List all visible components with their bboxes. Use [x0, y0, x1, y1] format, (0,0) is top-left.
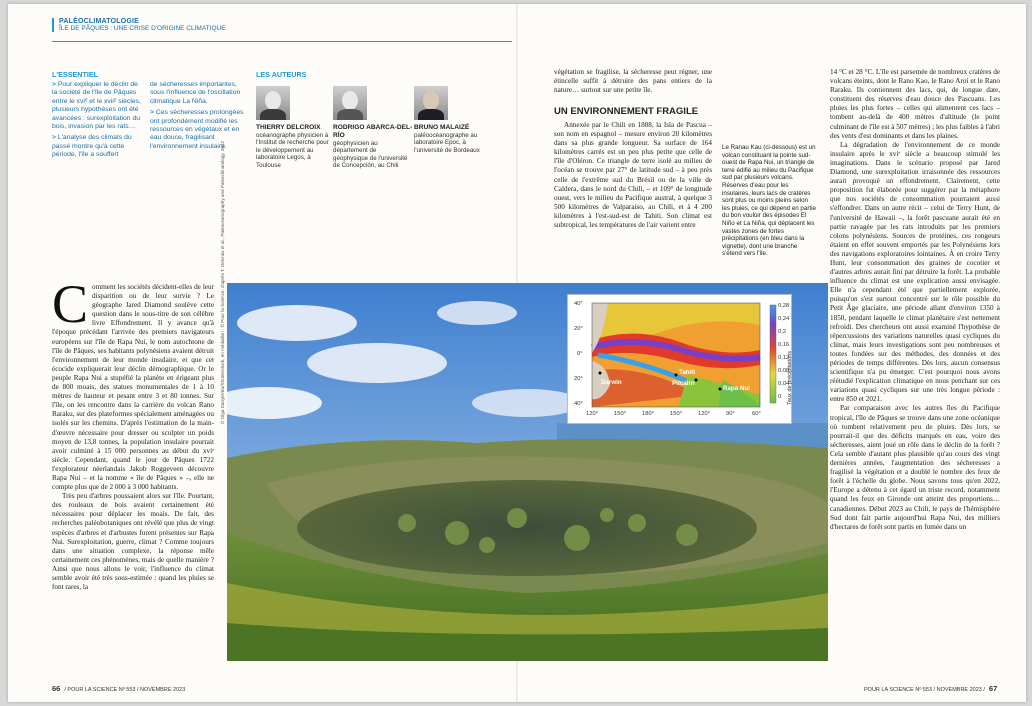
essentiel-item: > Pour expliquer le déclin de la société de l'île de Pâques entre le xviᵉ et le xviiᵉ siècles, plusieurs hypothèses ont été avancées : surexploitation du bois, invasion par les rats…: [52, 81, 141, 131]
magazine-spread: [8, 4, 1026, 702]
author-photo: [414, 86, 448, 120]
precipitation-map-inset: [567, 294, 792, 424]
lat-tick: 40°: [574, 401, 583, 407]
author-card: [256, 86, 334, 169]
map-label-tahiti: Tahiti: [679, 369, 696, 376]
folio-right: POUR LA SCIENCE Nº 553 / NOVEMBRE 2023 / 67: [864, 684, 998, 693]
map-label-darwin: Darwin: [601, 379, 622, 386]
essentiel-item: > Ces sécheresses prolongées ont profondément modifié les ressources en végétaux et en eau douce, fragilisant l'environnement insulaire.: [150, 109, 244, 150]
drop-cap: C: [52, 274, 89, 334]
lat-tick: 20°: [574, 376, 583, 382]
essentiel-item: > L'analyse des climats du passé montre qu'à cette période, l'île a souffert: [52, 134, 132, 159]
lon-tick: 180°: [642, 411, 654, 417]
colorbar-label: Taux de précipitations: [787, 350, 793, 405]
lon-tick: 150°: [614, 411, 626, 417]
colorbar-tick: 0,2: [778, 329, 787, 335]
author-card: [333, 86, 413, 170]
authors-title: LES AUTEURS: [256, 70, 307, 79]
text-column-main: Comment les sociétés décident-elles de leur disparition ou de leur survie ? Le géographe Jared Diamond soulève cette question dans le sous-titre de son célèbre livre Effondrement. Il y avance qu'à l'époque précédant l'arrivée des premiers navigateurs européens sur l'île de Rapa Nui, le nom autochtone de l'île de Pâques, ses habitants polynésiens avaient détruit l'environnement de leur monde insulaire, et que cet écocide expliquerait leur déclin démographique. Or le peuple Rapa Nui a stupéfié la planète en érigeant plus de 800 moais, des statues monumentales de 1 à 10 mètres de hauteur et pesant entre 3 et 80 tonnes. Sur l'île, on les rencontre dans la carrière du volcan Rano Raraku, sur des plateformes spécialement aménagées ou isolés sur les chemins. D'après l'estimation de la main-d'œuvre nécessaire pour dresser ou sculpter un poids moyen de 13,8 tonnes, la population insulaire pourrait avoir culminé à 15 000 personnes au début du xviᵉ siècle. Cependant, quand le jour de Pâques 1722 l'explorateur néerlandais Jakob Roggeveen découvre Rapa Nui – et la nomme « île de Pâques » –, elle ne compte plus que de 2 000 à 3 000 habitants. Très peu d'arbres poussaient alors sur l'île. Pourtant, des rouleaux de bois avaient certainement été nécessaires pour déplacer les moais. De fait, des recherches paléobotaniques ont révélé que plus de vingt espèces d'arbres et d'arbustes furent présentes sur Rapa Nui. Surexploitation, guerre, climat ? Comme toujours dans une situation complexe, la réponse mêle certainement ces phénomènes, mais de quelle manière ? Ainsi que nous allons le voir, l'influence du climat semble avoir été très sous-estimée : quand les pluies se font rares, la: [52, 274, 214, 592]
author-name: THIERRY DELCROIX: [256, 124, 321, 131]
author-role: paléoocéanographe au laboratoire Epoc, à l'université de Bordeaux: [414, 132, 480, 154]
lat-tick: 20°: [574, 326, 583, 332]
page-number: 67: [988, 684, 998, 693]
photo-caption: Le Ranau Kau (ci-dessous) est un volcan constituant la pointe sud-ouest de Rapa Nui, un triangle de terre édifié au milieu du Pacifique sud par plusieurs volcans. Réserves d'eau pour les insulaires, leurs lacs de cratères sont plus ou moins pleins selon les pluies, ce qui dépend en partie du bon vouloir des épisodes El Niño et La Niña, qui déplacent les vastes zones de fortes précipitations (en bleu dans la vignette), dont une branche s'étend vers l'île.: [722, 144, 816, 258]
text-column-section: Annexée par le Chili en 1888, la Isla de Pascua – son nom en espagnol – mesure environ 20 kilomètres dans sa plus grande longueur. Sa surface de 164 kilomètres carrés est un peu plus petite que celle de l'île d'Oléron. Ce triangle de terre isolé au milieu de l'océan se trouve par 27° de latitude sud – à peu près celle de l'extrême sud du Brésil ou de la ville de Caldera, dans le nord du Chili, – et 109° de longitude ouest, vers le milieu du Pacifique austral, à quelque 3 500 kilomètres de Valparaiso, au Chili, et à 4 200 kilomètres à l'est-sud-est de Tahiti. Son climat est subtropical, les températures de l'air varient entre: [554, 121, 712, 230]
lat-tick: 40°: [574, 301, 583, 307]
author-card: [414, 86, 494, 154]
rubric: [52, 18, 226, 32]
lat-tick: 0°: [577, 351, 583, 357]
rubric-title: PALÉOCLIMATOLOGIE: [59, 18, 140, 25]
page-number: 66: [52, 684, 61, 693]
colorbar-tick: 0,04: [778, 381, 790, 387]
author-role: géophysicien au département de géophysique de l'université de Concepción, au Chili: [333, 140, 408, 170]
lon-tick: 150°: [670, 411, 682, 417]
author-role: océanographe physicien à l'Institut de recherche pour le développement au laboratoire Legos, à Toulouse: [256, 132, 329, 169]
precipitation-map: [568, 295, 793, 425]
lon-tick: 120°: [698, 411, 710, 417]
header-rule-left: [52, 41, 512, 42]
map-label-rapa-nui: Rapa Nui: [723, 385, 750, 392]
colorbar-tick: 0,16: [778, 342, 790, 348]
rubric-subtitle: ÎLE DE PÂQUES : UNE CRISE D'ORIGINE CLIMATIQUE: [59, 25, 226, 32]
photo-credit: © Olga Danylenko/Shutterstock, en médaillon : © Pour la Science, d'après T. Delcroix et al., Paleoceanography and Paleoclimatology, 2022: [220, 140, 225, 424]
essentiel-col-1: [52, 81, 144, 163]
essentiel-item: de sécheresses importantes, sous l'influence de l'oscillation climatique La Niña.: [150, 81, 241, 105]
colorbar-tick: 0: [778, 394, 782, 400]
lon-tick: 90°: [726, 411, 735, 417]
text-column-right: 14 °C et 28 °C. L'île est parsemée de nombreux cratères de volcans éteints, dont le Rano Kao, le Rano Aroi et le Rano Raraku. Ils contiennent des lacs, qui, de longue date, constituent des réserves d'eau douce des Pascuans. Les pluies les plus fortes – celles qui alimentent ces lacs – tombent au-delà de 400 mètres d'altitude (le point culminant de l'île est à 507 mètres) ; les plus faibles à l'abri des vents d'est dominants et dans les plaines. La dégradation de l'environnement de ce monde insulaire après le xviᵉ siècle a beaucoup stimulé les imaginations. Dans le scénario proposé par Jared Diamond, une surexploitation irraisonnée des ressources aurait provoqué un effondrement. Clairement, cette proposition fut élaborée pour suggérer par la métaphore que nos sociétés de consommation pourraient aussi s'effondrer. Dans un autre récit – celui de Terry Hunt, de l'université de Hawaii –, la forêt pascuane aurait été en partie ravagée par les rats introduits par les premiers colons polynésiens. Sources de protéines, ces rongeurs étaient en effet souvent emportés par les Polynésiens lors des navigations exploratoires lointaines. À en croire Terry Hunt, leur consommation des graines de cocotier et d'autres arbres aurait fini par détruire la forêt. La probable influence du climat est une explication aussi envisagée. Elle n'a cependant été que partiellement explorée, puisqu'on s'est surtout concentré sur le rôle possible du Petit Âge glaciaire, une période allant d'environ 1350 à 1850, pendant laquelle le climat planétaire s'est nettement refroidi. Des chercheurs ont aussi examiné l'hypothèse de répercussions des variations naturelles quasi cycliques du climat, mais leurs investigations sont peu nombreuses et toutes fondées sur des méthodes, des données et des périodes de temps différentes. Dès lors, aucun consensus scientifique n'a pu émerger. C'est pourquoi nous avons réétudié l'explication climatique en nous penchant sur ces variations quasi cycliques sur une très longue période : entre 850 et 2021. Par comparaison avec les autres îles du Pacifique tropical, l'île de Pâques se trouve dans une zone océanique où tombent relativement peu de pluies. Dès lors, se pourrait-il que des déficits marqués en eau, voire des sécheresses, aient joué un rôle dans le déclin de la forêt ? Cela semble d'autant plus plausible qu'au cours des vingt dernières années, l'augmentation des sécheresses a fragilisé la végétation et a doublé le nombre des feux de forêt à l'échelle du globe. Nous savons tous qu'en 2022, l'Europe a détenu à cet égard un triste record, notamment quand les feux en Gironde ont atteint des proportions… canadiennes. Début 2023 au Chili, le pays de l'hémisphère Sud dont fait partie aujourd'hui Rapa Nui, des milliers d'hectares de forêt sont partis en fumée dans un: [830, 68, 1000, 531]
lon-tick: 120°: [586, 411, 598, 417]
essentiel-title: L'ESSENTIEL: [52, 70, 99, 79]
text-column-intro: végétation se fragilise, la sécheresse peut régner, une étincelle suffit à détruire des pans entiers de la nature… surtout sur une petite île.: [554, 68, 712, 95]
author-name: RODRIGO ABARCA-DEL-RÍO: [333, 124, 413, 139]
author-photo: [333, 86, 367, 120]
colorbar-tick: 0,28: [778, 303, 790, 309]
colorbar-tick: 0,08: [778, 368, 790, 374]
author-photo: [256, 86, 290, 120]
colorbar-tick: 0,24: [778, 316, 790, 322]
section-heading: UN ENVIRONNEMENT FRAGILE: [554, 106, 699, 117]
map-label-pitcairn: Pitcairn: [672, 380, 695, 387]
folio-left: 66 / POUR LA SCIENCE Nº 553 / NOVEMBRE 2023: [52, 684, 186, 693]
lon-tick: 60°: [752, 411, 761, 417]
author-name: BRUNO MALAIZÉ: [414, 124, 470, 131]
header-rule-right: [524, 41, 1018, 42]
colorbar-tick: 0,12: [778, 355, 790, 361]
essentiel-col-2: [150, 81, 250, 154]
